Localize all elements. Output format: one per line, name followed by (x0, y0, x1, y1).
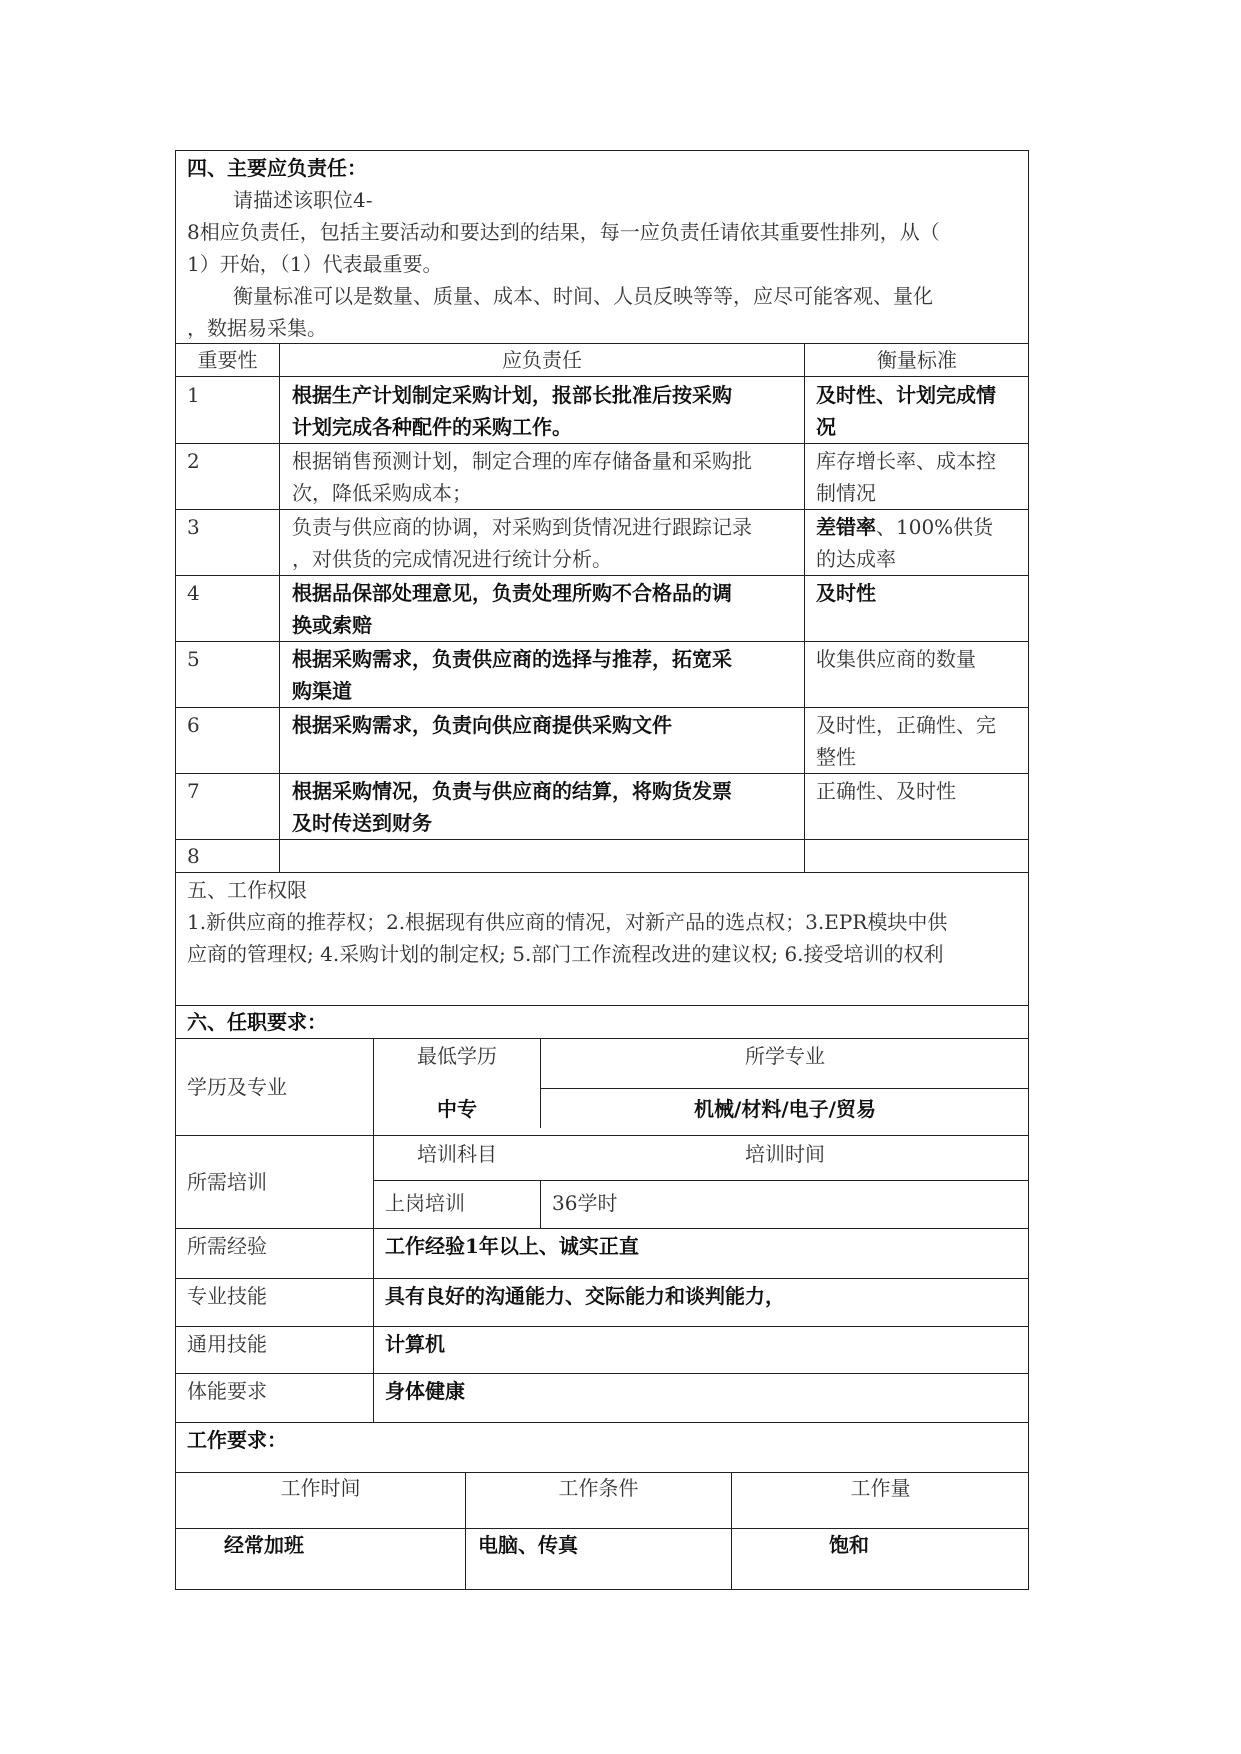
duty-text: 及时传送到财务 (292, 811, 432, 835)
intro-text: 请描述该职位4- (233, 188, 373, 212)
standard-text: 及时性，正确性、完 (816, 713, 996, 737)
divider (175, 1228, 1029, 1229)
duty-text: ，对供货的完成情况进行统计分析。 (292, 547, 612, 571)
divider (175, 1278, 1029, 1279)
physical-value: 身体健康 (385, 1379, 465, 1403)
training-subject-label: 培训科目 (417, 1142, 497, 1166)
standard-text-rest: 、100%供货 (876, 515, 994, 539)
divider (175, 641, 1029, 642)
duty-text: 换或索赔 (292, 613, 372, 637)
row-number: 6 (187, 713, 200, 737)
standard-text-bold: 差错率 (816, 515, 876, 539)
divider (175, 1038, 1029, 1039)
divider (175, 376, 1029, 377)
row-number: 7 (187, 779, 200, 803)
work-time-value: 经常加班 (224, 1533, 304, 1557)
responsibilities-heading: 四、主要应负责任： (187, 156, 367, 180)
work-time-label: 工作时间 (280, 1476, 361, 1500)
requirements-heading: 六、任职要求： (187, 1010, 327, 1034)
duty-text: 次，降低采购成本； (292, 481, 472, 505)
divider (175, 443, 1029, 444)
column-header-duty: 应负责任 (502, 348, 582, 372)
duty-text: 根据生产计划制定采购计划，报部长批准后按采购 (292, 383, 732, 407)
work-condition-label: 工作条件 (558, 1476, 639, 1500)
divider (175, 707, 1029, 708)
row-number: 8 (187, 844, 200, 868)
intro-text: 衡量标准可以是数量、质量、成本、时间、人员反映等等，应尽可能客观、量化 (233, 284, 933, 308)
training-subject-value: 上岗培训 (385, 1191, 465, 1215)
divider (373, 1180, 1029, 1181)
duty-text: 根据采购需求，负责向供应商提供采购文件 (292, 713, 672, 737)
standard-text: 况 (816, 415, 836, 439)
min-education-value: 中专 (437, 1097, 477, 1121)
column-header-importance: 重要性 (197, 348, 258, 372)
duty-text: 计划完成各种配件的采购工作。 (292, 415, 572, 439)
standard-text: 收集供应商的数量 (816, 647, 976, 671)
column-divider (279, 343, 280, 872)
row-number: 2 (187, 449, 200, 473)
standard-text: 制情况 (816, 481, 876, 505)
education-label: 学历及专业 (187, 1075, 287, 1099)
intro-text: ，数据易采集。 (187, 316, 327, 340)
min-education-label: 最低学历 (417, 1044, 497, 1068)
major-label: 所学专业 (745, 1044, 825, 1068)
divider (175, 1326, 1029, 1327)
row-number: 1 (187, 383, 200, 407)
divider (175, 1422, 1029, 1423)
intro-text: 8相应负责任，包括主要活动和要达到的结果，每一应负责任请依其重要性排列，从（ (187, 220, 940, 244)
work-load-value: 饱和 (829, 1533, 869, 1557)
work-condition-value: 电脑、传真 (478, 1533, 578, 1557)
authority-heading: 五、工作权限 (187, 878, 307, 902)
professional-skill-label: 专业技能 (187, 1284, 267, 1308)
experience-label: 所需经验 (187, 1234, 267, 1258)
divider (175, 1135, 1029, 1136)
major-value: 机械/材料/电子/贸易 (694, 1097, 876, 1121)
row-number: 4 (187, 581, 200, 605)
general-skill-label: 通用技能 (187, 1332, 267, 1356)
standard-text: 的达成率 (816, 547, 896, 571)
row-number: 5 (187, 647, 200, 671)
work-load-label: 工作量 (850, 1476, 911, 1500)
duty-text: 根据采购情况，负责与供应商的结算，将购货发票 (292, 779, 732, 803)
row-number: 3 (187, 515, 200, 539)
training-label: 所需培训 (187, 1170, 267, 1194)
standard-text: 库存增长率、成本控 (816, 449, 996, 473)
divider (175, 839, 1029, 840)
work-heading: 工作要求： (187, 1428, 287, 1452)
divider (175, 773, 1029, 774)
standard-text: 正确性、及时性 (816, 779, 956, 803)
physical-label: 体能要求 (187, 1379, 267, 1403)
column-divider (540, 1180, 541, 1228)
duty-text: 根据采购需求，负责供应商的选择与推荐，拓宽采 (292, 647, 732, 671)
training-time-label: 培训时间 (745, 1142, 825, 1166)
divider (175, 1373, 1029, 1374)
standard-text: 整性 (816, 745, 856, 769)
divider (175, 575, 1029, 576)
duty-text: 根据品保部处理意见，负责处理所购不合格品的调 (292, 581, 732, 605)
standard-text: 及时性、计划完成情 (816, 383, 996, 407)
general-skill-value: 计算机 (385, 1332, 445, 1356)
intro-text: 1）开始，（1）代表最重要。 (187, 252, 443, 276)
divider (175, 872, 1029, 873)
column-divider (804, 343, 805, 872)
duty-text: 负责与供应商的协调，对采购到货情况进行跟踪记录 (292, 515, 752, 539)
experience-value: 工作经验1年以上、诚实正直 (385, 1234, 639, 1258)
duty-text: 根据销售预测计划，制定合理的库存储备量和采购批 (292, 449, 752, 473)
column-header-standard: 衡量标准 (877, 348, 957, 372)
professional-skill-value: 具有良好的沟通能力、交际能力和谈判能力， (385, 1284, 785, 1308)
training-time-value: 36学时 (552, 1191, 618, 1215)
divider (540, 1088, 1029, 1089)
duty-text: 购渠道 (292, 679, 352, 703)
standard-text (816, 511, 993, 543)
authority-text: 应商的管理权; 4.采购计划的制定权; 5.部门工作流程改进的建议权; 6.接受培训的权利 (187, 942, 944, 966)
divider (175, 509, 1029, 510)
standard-text: 及时性 (816, 581, 876, 605)
authority-text: 1.新供应商的推荐权；2.根据现有供应商的情况，对新产品的选点权；3.EPR模块中供 (187, 910, 948, 934)
